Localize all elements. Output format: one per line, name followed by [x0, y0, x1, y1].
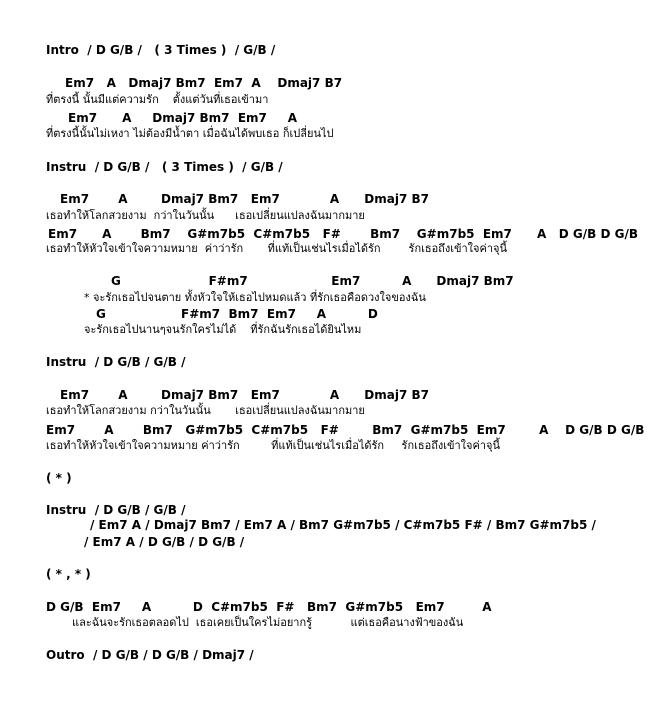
chorus-repeat-marker: ( * ) [46, 471, 72, 485]
outro-line: Outro / D G/B / D G/B / Dmaj7 / [46, 648, 254, 662]
chord-line: D G/B Em7 A D C#m7b5 F# Bm7 G#m7b5 Em7 A [46, 600, 492, 614]
chord-line: Em7 A Dmaj7 Bm7 Em7 A Dmaj7 B7 [65, 76, 343, 90]
instru-line: Instru / D G/B / G/B / [46, 503, 186, 517]
chord-line: Em7 A Bm7 G#m7b5 C#m7b5 F# Bm7 G#m7b5 Em7 A D G/B D G/B [46, 423, 645, 437]
chord-line: Em7 A Dmaj7 Bm7 Em7 A [68, 111, 298, 125]
lyric-line: ที่ตรงนี้นั้นไม่เหงา ไม่ต้องมีน้ำตา เมื่อฉันได้พบเธอ ก็เปลี่ยนไป [46, 127, 334, 140]
chord-line: G F#m7 Bm7 Em7 A D [96, 307, 378, 321]
chorus-repeat-marker: ( * , * ) [46, 567, 91, 581]
chord-line: G F#m7 Em7 A Dmaj7 Bm7 [111, 274, 514, 288]
instru-line: Instru / D G/B / ( 3 Times ) / G/B / [46, 160, 283, 174]
lyric-line: จะรักเธอไปนานๆจนรักใครไม่ได้ ที่รักฉันรักเธอได้ยินไหม [84, 323, 362, 336]
chord-line: Em7 A Bm7 G#m7b5 C#m7b5 F# Bm7 G#m7b5 Em7 A D G/B D G/B [48, 227, 639, 241]
chord-line: Em7 A Dmaj7 Bm7 Em7 A Dmaj7 B7 [60, 388, 429, 402]
lyric-line: เธอทำให้หัวใจเข้าใจความหมาย ค่าว่ารัก ที่แท้เป็นเช่นไรเมื่อได้รัก รักเธอถึงเข้าใจค่าจุนี้ [46, 439, 500, 452]
instru-line: Instru / D G/B / G/B / [46, 355, 186, 369]
lyric-line: ที่ตรงนี้ นั้นมีแต่ความรัก ตั้งแต่วันที่เธอเข้ามา [46, 93, 269, 106]
chord-line: / Em7 A / Dmaj7 Bm7 / Em7 A / Bm7 G#m7b5 / C#m7b5 F# / Bm7 G#m7b5 / [90, 518, 596, 532]
chord-line: / Em7 A / D G/B / D G/B / [84, 535, 245, 549]
intro-line: Intro / D G/B / ( 3 Times ) / G/B / [46, 43, 276, 57]
lyric-line: เธอทำให้โลกสวยงาม กว่าในวันนั้น เธอเปลี่ยนแปลงฉันมากมาย [46, 209, 365, 222]
lyric-line: * จะรักเธอไปจนตาย ทั้งหัวใจให้เธอไปหมดแล้ว ที่รักเธอคือดวงใจของฉัน [84, 291, 426, 304]
lyric-line: เธอทำให้หัวใจเข้าใจความหมาย ค่าว่ารัก ที่แท้เป็นเช่นไรเมื่อได้รัก รักเธอถึงเข้าใจค่าจุนี้ [46, 242, 507, 255]
lyric-line: และฉันจะรักเธอตลอดไป เธอเคยเป็นใครไม่อยากรู้ แต่เธอคือนางฟ้าของฉัน [72, 616, 464, 629]
chord-line: Em7 A Dmaj7 Bm7 Em7 A Dmaj7 B7 [60, 192, 429, 206]
lyric-line: เธอทำให้โลกสวยงาม กว่าในวันนั้น เธอเปลี่ยนแปลงฉันมากมาย [46, 404, 365, 417]
